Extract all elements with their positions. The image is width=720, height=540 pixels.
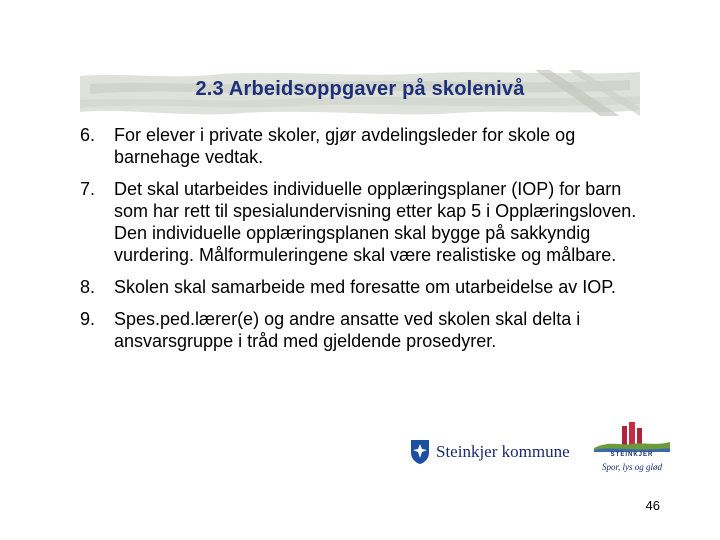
list-item — [80, 308, 650, 352]
list-item-number: 9. — [80, 309, 96, 329]
list-item-number: 8. — [80, 277, 96, 297]
list-item-text: Spes.ped.lærer(e) og andre ansatte ved skolen skal delta i ansvarsgruppe i tråd med gjeldende prosedyrer. — [114, 309, 581, 351]
list-item — [80, 178, 650, 266]
list-item-number: 7. — [80, 179, 96, 199]
list-item-number: 6. — [80, 125, 96, 145]
town-skyline-icon — [592, 422, 672, 454]
steinkjer-town-logo — [592, 422, 672, 482]
task-list — [80, 124, 650, 362]
town-tagline: Spor, lys og glød — [601, 462, 662, 472]
steinkjer-kommune-logo — [410, 437, 570, 467]
list-item-text: For elever i private skoler, gjør avdelingsleder for skole og barnehage vedtak. — [114, 125, 576, 167]
list-item — [80, 124, 650, 168]
list-item — [80, 276, 650, 298]
list-item-text: Det skal utarbeides individuelle opplæringsplaner (IOP) for barn som har rett til spesialundervisning etter kap 5 i Opplæringsloven. Den individuelle opplæringsplanen skal bygge på sakkyndig vurdering. Målformuleringene skal være realistiske og målbare. — [114, 179, 637, 265]
page-number: 46 — [645, 498, 660, 513]
slide-title: 2.3 Arbeidsoppgaver på skolenivå — [195, 78, 525, 100]
town-name: STEINKJER — [610, 452, 654, 458]
coat-of-arms-icon — [410, 439, 430, 465]
list-item-text: Skolen skal samarbeide med foresatte om utarbeidelse av IOP. — [114, 277, 616, 297]
kommune-name: Steinkjer kommune — [436, 442, 570, 461]
